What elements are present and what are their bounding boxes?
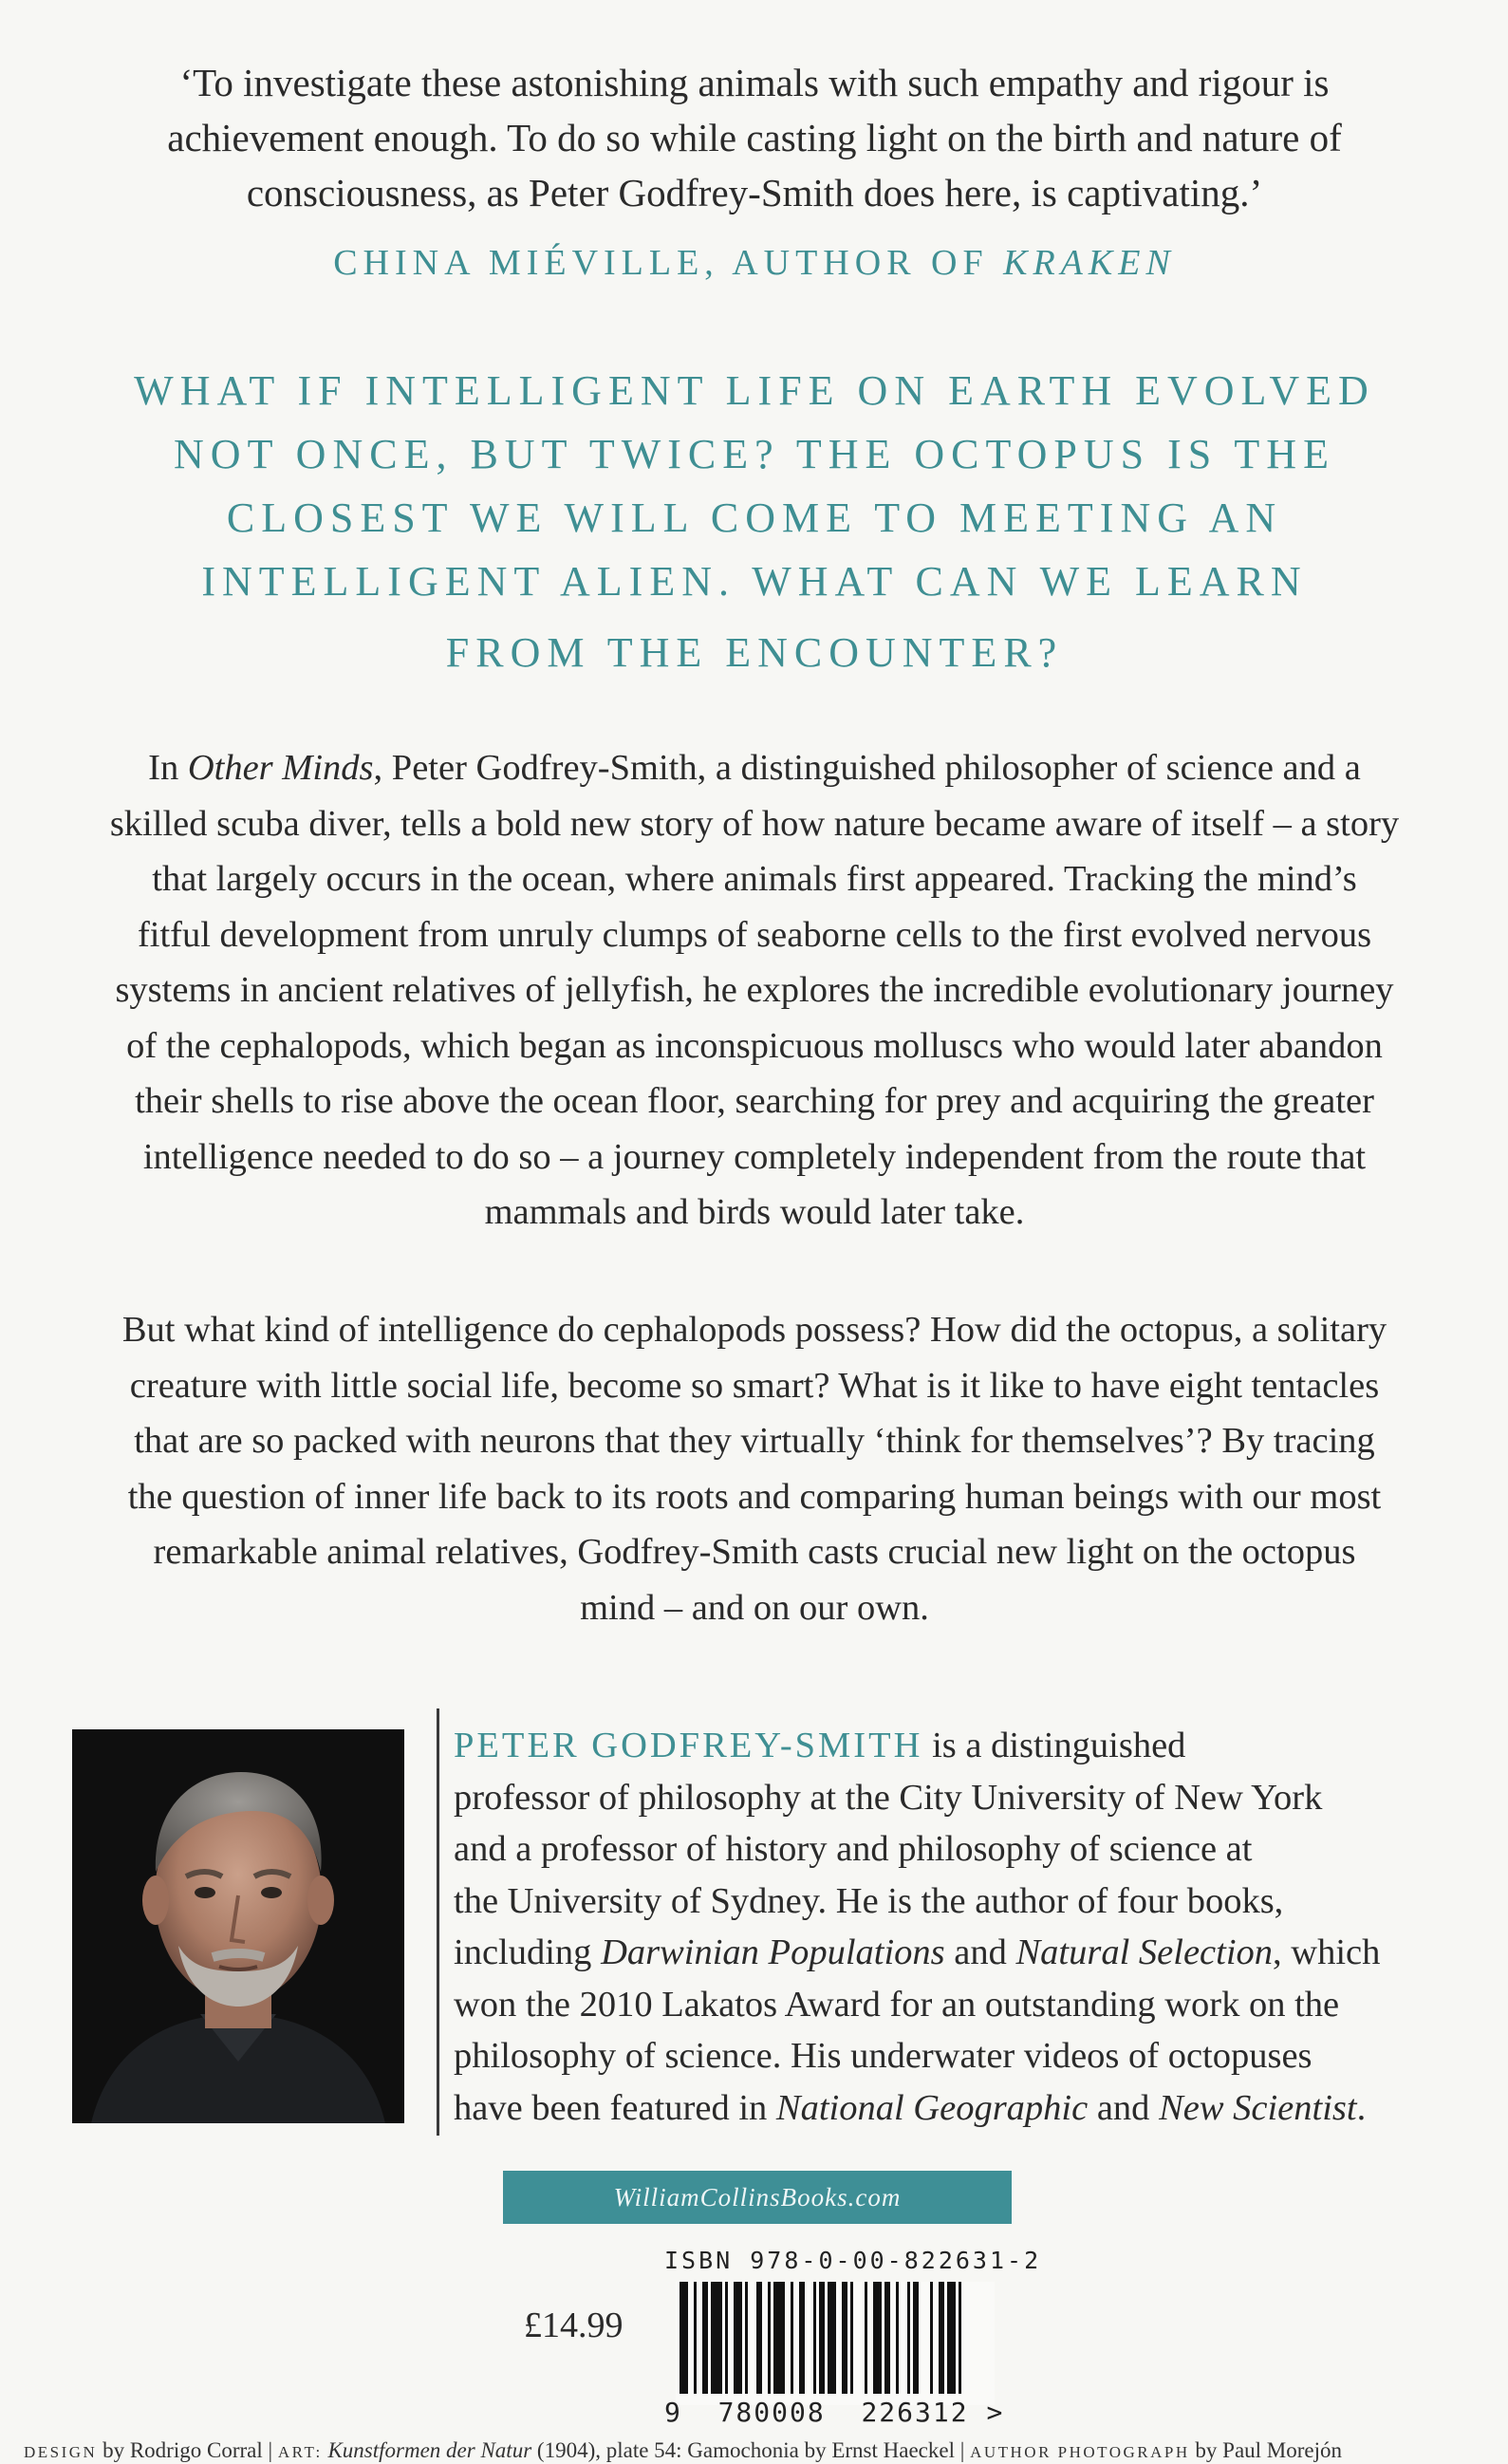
book-title: Natural Selection	[1015, 1932, 1274, 1972]
blurb-paragraph-1	[66, 740, 1443, 1241]
isbn-label: ISBN 978-0-00-822631-2	[664, 2247, 1042, 2274]
barcode-bar	[711, 2282, 722, 2394]
credit-text: (1904), plate 54: Gamochonia by Ernst Haeckel |	[531, 2438, 971, 2462]
bio-line: and a professor of history and philosophy of science at	[454, 1829, 1253, 1869]
barcode-bar	[702, 2282, 708, 2394]
paragraph-line: their shells to rise above the ocean floor, searching for prey and acquiring the greater	[135, 1081, 1374, 1121]
barcode-bar	[913, 2282, 919, 2394]
bio-line	[454, 1927, 1450, 1979]
author-portrait-illustration	[72, 1729, 404, 2123]
bio-divider	[437, 1708, 439, 2136]
barcode-bar	[819, 2282, 825, 2394]
barcode-bar	[734, 2282, 742, 2394]
attribution-author: CHINA MIÉVILLE, AUTHOR OF	[333, 243, 1004, 283]
barcode-bar	[828, 2282, 836, 2394]
headline	[95, 359, 1414, 684]
paragraph-text: In	[148, 748, 188, 788]
barcode-lead-digit: 9	[664, 2397, 682, 2428]
paragraph-line: creature with little social life, become so smart? What is it like to have eight tentacles	[129, 1365, 1380, 1406]
barcode-left-digits: 780008	[717, 2397, 826, 2428]
paragraph-line: systems in ancient relatives of jellyfish, he explores the incredible evolutionary journey	[115, 970, 1394, 1010]
bio-text: is a distinguished	[922, 1726, 1186, 1765]
publisher-website-banner: WilliamCollinsBooks.com	[503, 2171, 1012, 2224]
paragraph-line: of the cephalopods, which began as inconspicuous molluscs who would later abandon	[126, 1025, 1383, 1066]
paragraph-line: mind – and on our own.	[580, 1587, 929, 1628]
endorsement-quote	[142, 55, 1367, 220]
barcode-bar	[907, 2282, 910, 2394]
paragraph-line: remarkable animal relatives, Godfrey-Smith casts crucial new light on the octopus	[153, 1532, 1356, 1572]
bio-text: including	[454, 1932, 602, 1972]
barcode-bar	[873, 2282, 882, 2394]
bio-line: won the 2010 Lakatos Award for an outstanding work on the	[454, 1984, 1340, 2025]
quote-line: ‘To investigate these astonishing animals with such empathy and rigour is	[179, 61, 1330, 104]
credit-label: DESIGN	[24, 2443, 98, 2461]
paragraph-line: that largely occurs in the ocean, where animals first appeared. Tracking the mind’s	[152, 859, 1357, 899]
bio-text: .	[1356, 2087, 1367, 2128]
paragraph-line: mammals and birds would later take.	[484, 1192, 1025, 1232]
barcode-right-digits: 226312	[861, 2397, 969, 2428]
attribution-work: KRAKEN	[1003, 243, 1176, 283]
blurb-paragraph-2	[66, 1302, 1443, 1635]
paragraph-line: intelligence needed to do so – a journey completely independent from the route that	[142, 1136, 1367, 1177]
credit-text: by Paul Morejón	[1189, 2438, 1343, 2462]
bio-line	[454, 1720, 1450, 1772]
barcode-bar	[799, 2282, 805, 2394]
art-work-title: Kunstformen der Natur	[327, 2438, 532, 2462]
paragraph-line: But what kind of intelligence do cephalopods possess? How did the octopus, a solitary	[121, 1310, 1387, 1350]
headline-line: CLOSEST WE WILL COME TO MEETING AN	[226, 495, 1283, 541]
barcode-bar	[947, 2282, 956, 2394]
barcode-bar	[842, 2282, 847, 2394]
author-name: PETER GODFREY-SMITH	[454, 1726, 923, 1765]
barcode-bar	[725, 2282, 728, 2394]
barcode-digits	[664, 2397, 1004, 2428]
barcode-bar	[884, 2282, 890, 2394]
magazine-title: New Scientist	[1159, 2087, 1357, 2128]
book-title: Other Minds	[187, 748, 374, 788]
bio-text: and	[1088, 2087, 1160, 2128]
paragraph-line: skilled scuba diver, tells a bold new story of how nature became aware of itself – a story	[109, 803, 1400, 844]
credit-label: AUTHOR PHOTOGRAPH	[970, 2443, 1190, 2461]
quote-line: achievement enough. To do so while casting light on the birth and nature of	[167, 116, 1342, 159]
barcode-bar	[896, 2282, 899, 2394]
author-photo	[72, 1729, 404, 2123]
cover-credits	[24, 2438, 1504, 2463]
magazine-title: National Geographic	[775, 2087, 1089, 2128]
barcode-bar	[773, 2282, 785, 2394]
headline-line: FROM THE ENCOUNTER?	[445, 629, 1064, 676]
paragraph-line	[66, 740, 1443, 796]
credit-label: ART:	[277, 2443, 323, 2461]
bio-text: have been featured in	[454, 2087, 776, 2128]
quote-attribution	[142, 242, 1367, 284]
barcode-bar	[930, 2282, 933, 2394]
barcode-bar	[680, 2282, 688, 2394]
barcode-bar	[756, 2282, 762, 2394]
price: £14.99	[524, 2305, 624, 2345]
bio-line: professor of philosophy at the City University of New York	[454, 1777, 1323, 1818]
bio-text: and	[944, 1932, 1016, 1972]
barcode-bar	[939, 2282, 944, 2394]
bio-line: the University of Sydney. He is the author of four books,	[454, 1880, 1284, 1921]
paragraph-line: fitful development from unruly clumps of seaborne cells to the first evolved nervous	[137, 914, 1372, 955]
paragraph-text: , Peter Godfrey-Smith, a distinguished philosopher of science and a	[373, 748, 1361, 788]
quote-line: consciousness, as Peter Godfrey-Smith does here, is captivating.’	[246, 171, 1263, 215]
barcode	[676, 2282, 995, 2405]
barcode-bar	[865, 2282, 867, 2394]
barcode-bar	[768, 2282, 771, 2394]
barcode-tail-mark: >	[986, 2397, 1005, 2428]
bio-text: , which	[1273, 1932, 1381, 1972]
author-bio	[454, 1720, 1450, 2134]
barcode-bar	[791, 2282, 793, 2394]
barcode-bar	[959, 2282, 961, 2394]
paragraph-line: that are so packed with neurons that they virtually ‘think for themselves’? By tracing	[134, 1421, 1375, 1461]
barcode-bar	[850, 2282, 853, 2394]
bio-line: philosophy of science. His underwater videos of octopuses	[454, 2036, 1313, 2076]
headline-line: WHAT IF INTELLIGENT LIFE ON EARTH EVOLVED	[134, 367, 1375, 414]
credit-text: by Rodrigo Corral |	[97, 2438, 278, 2462]
book-title: Darwinian Populations	[601, 1932, 945, 1972]
barcode-bar	[745, 2282, 748, 2394]
bio-line	[454, 2082, 1450, 2135]
paragraph-line: the question of inner life back to its roots and comparing human beings with our most	[127, 1476, 1382, 1517]
headline-line: NOT ONCE, BUT TWICE? THE OCTOPUS IS THE	[174, 431, 1335, 477]
headline-line: INTELLIGENT ALIEN. WHAT CAN WE LEARN	[201, 558, 1308, 605]
barcode-bar	[694, 2282, 697, 2394]
barcode-bar	[813, 2282, 816, 2394]
